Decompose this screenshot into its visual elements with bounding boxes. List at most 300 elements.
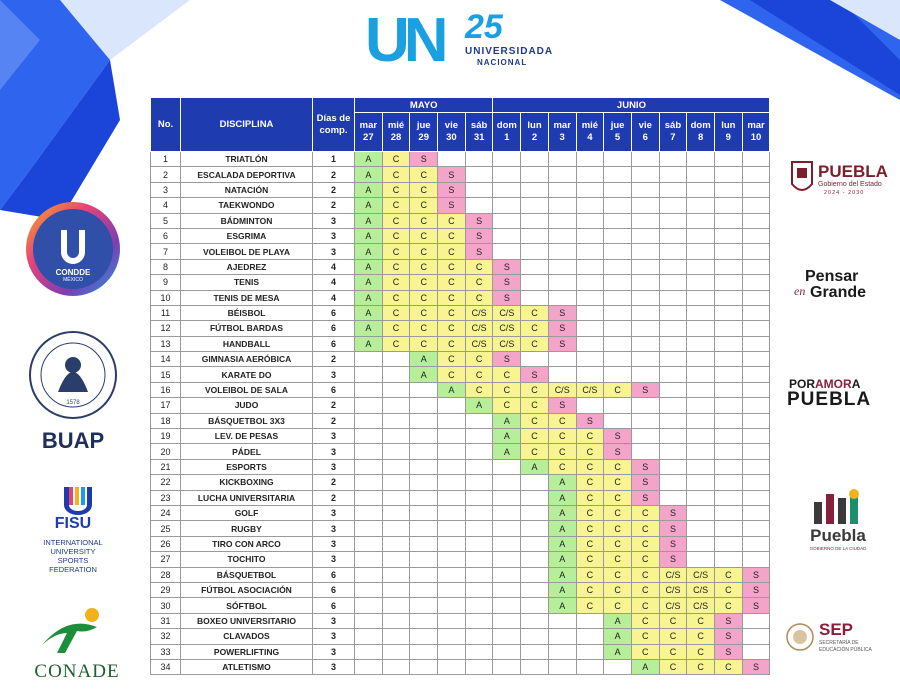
schedule-cell: C <box>438 275 466 290</box>
row-number: 27 <box>151 552 181 567</box>
schedule-cell <box>382 398 410 413</box>
schedule-cell <box>493 629 521 644</box>
day-number: 5 <box>614 132 621 143</box>
row-number: 19 <box>151 429 181 444</box>
fisu-line-2: UNIVERSITY <box>50 547 96 556</box>
schedule-cell <box>382 352 410 367</box>
header-day <box>687 113 715 152</box>
row-number: 15 <box>151 367 181 382</box>
schedule-cell: A <box>604 629 632 644</box>
schedule-cell: C <box>631 567 659 582</box>
schedule-cell <box>438 444 466 459</box>
schedule-cell <box>604 213 632 228</box>
schedule-cell <box>742 413 770 428</box>
schedule-cell <box>576 321 604 336</box>
schedule-cell <box>355 382 383 397</box>
schedule-cell <box>742 398 770 413</box>
schedule-cell <box>355 459 383 474</box>
schedule-cell <box>576 198 604 213</box>
sep-logo <box>785 620 890 660</box>
table-row <box>151 582 770 597</box>
schedule-cell: C <box>493 398 521 413</box>
schedule-cell <box>742 213 770 228</box>
day-number: 28 <box>390 132 402 143</box>
schedule-cell <box>604 413 632 428</box>
schedule-cell: A <box>355 167 383 182</box>
schedule-cell <box>410 490 438 505</box>
day-number: 2 <box>531 132 538 143</box>
row-disciplina: AJEDREZ <box>181 259 313 274</box>
schedule-cell <box>465 552 493 567</box>
schedule-cell: C <box>576 582 604 597</box>
schedule-cell <box>493 505 521 520</box>
schedule-cell <box>576 644 604 659</box>
logo-number: 25 <box>465 8 503 46</box>
schedule-cell: C <box>465 367 493 382</box>
schedule-cell: C <box>438 259 466 274</box>
schedule-cell <box>742 290 770 305</box>
schedule-cell <box>576 228 604 243</box>
day-name: mar <box>359 120 378 131</box>
schedule-cell <box>493 459 521 474</box>
header-day <box>438 113 466 152</box>
row-disciplina: TAEKWONDO <box>181 198 313 213</box>
schedule-cell <box>742 228 770 243</box>
header-day <box>604 113 632 152</box>
schedule-cell <box>521 598 549 613</box>
schedule-cell <box>687 198 715 213</box>
schedule-cell: C <box>382 167 410 182</box>
day-name: lun <box>721 120 736 131</box>
schedule-cell <box>548 613 576 628</box>
header-row-months <box>151 98 770 113</box>
table-row <box>151 275 770 290</box>
pensar-line-2: Grande <box>810 284 867 301</box>
schedule-cell <box>742 305 770 320</box>
schedule-cell: A <box>631 659 659 674</box>
table-row <box>151 505 770 520</box>
row-disciplina: LUCHA UNIVERSITARIA <box>181 490 313 505</box>
schedule-cell: C <box>631 521 659 536</box>
schedule-cell <box>382 582 410 597</box>
schedule-cell <box>548 213 576 228</box>
row-disciplina: GOLF <box>181 505 313 520</box>
schedule-cell <box>355 505 383 520</box>
conade-logo <box>22 605 132 690</box>
day-name: mar <box>553 120 571 131</box>
conade-label: CONADE <box>34 661 120 682</box>
header-day <box>382 113 410 152</box>
schedule-cell <box>659 228 687 243</box>
schedule-cell <box>659 459 687 474</box>
schedule-cell <box>548 367 576 382</box>
schedule-cell <box>382 613 410 628</box>
schedule-cell <box>465 629 493 644</box>
schedule-cell: C <box>576 444 604 459</box>
table-row <box>151 198 770 213</box>
schedule-cell: A <box>548 475 576 490</box>
schedule-cell <box>382 629 410 644</box>
schedule-cell <box>521 152 549 167</box>
table-row <box>151 613 770 628</box>
schedule-cell <box>714 198 742 213</box>
schedule-cell: A <box>410 367 438 382</box>
schedule-cell <box>631 321 659 336</box>
schedule-cell <box>576 659 604 674</box>
row-disciplina: TENIS <box>181 275 313 290</box>
row-number: 11 <box>151 305 181 320</box>
schedule-cell <box>493 490 521 505</box>
schedule-cell <box>714 505 742 520</box>
schedule-cell: A <box>604 644 632 659</box>
schedule-cell <box>742 336 770 351</box>
fisu-line-3: SPORTS <box>57 556 89 565</box>
schedule-cell: S <box>465 244 493 259</box>
row-dias: 6 <box>313 582 355 597</box>
schedule-cell <box>687 505 715 520</box>
schedule-cell: A <box>548 552 576 567</box>
schedule-cell: S <box>604 429 632 444</box>
schedule-cell <box>742 613 770 628</box>
schedule-cell: C <box>714 659 742 674</box>
schedule-cell <box>355 521 383 536</box>
schedule-cell: S <box>438 167 466 182</box>
schedule-cell: C/S <box>659 598 687 613</box>
row-dias: 3 <box>313 505 355 520</box>
row-number: 23 <box>151 490 181 505</box>
schedule-cell <box>687 228 715 243</box>
row-disciplina: ESCALADA DEPORTIVA <box>181 167 313 182</box>
row-dias: 3 <box>313 552 355 567</box>
table-row <box>151 367 770 382</box>
buap-seal-year: 1578 <box>66 400 80 406</box>
row-disciplina: BÁSQUETBOL <box>181 567 313 582</box>
schedule-cell <box>687 244 715 259</box>
schedule-cell <box>382 413 410 428</box>
schedule-cell: A <box>355 321 383 336</box>
row-disciplina: JUDO <box>181 398 313 413</box>
schedule-cell: C <box>438 336 466 351</box>
header-day <box>355 113 383 152</box>
schedule-cell <box>576 259 604 274</box>
schedule-cell: C <box>521 413 549 428</box>
schedule-cell <box>438 536 466 551</box>
schedule-cell: C <box>382 213 410 228</box>
row-disciplina: RUGBY <box>181 521 313 536</box>
schedule-cell <box>521 275 549 290</box>
schedule-cell <box>659 321 687 336</box>
schedule-cell <box>521 198 549 213</box>
row-number: 20 <box>151 444 181 459</box>
schedule-cell: S <box>742 598 770 613</box>
table-row <box>151 336 770 351</box>
schedule-cell <box>493 152 521 167</box>
schedule-cell: C <box>382 152 410 167</box>
schedule-cell <box>687 552 715 567</box>
schedule-cell <box>687 490 715 505</box>
fisu-emblem-icon <box>38 485 118 515</box>
a-text: A <box>851 377 861 391</box>
schedule-cell: A <box>355 152 383 167</box>
schedule-cell: S <box>631 382 659 397</box>
schedule-cell <box>631 336 659 351</box>
schedule-cell <box>521 536 549 551</box>
schedule-cell: C <box>410 259 438 274</box>
puebla-state-logo <box>790 160 890 205</box>
schedule-cell: C <box>576 552 604 567</box>
schedule-cell <box>521 567 549 582</box>
schedule-cell: C <box>410 167 438 182</box>
row-disciplina: NATACIÓN <box>181 182 313 197</box>
table-row <box>151 244 770 259</box>
schedule-cell: A <box>438 382 466 397</box>
schedule-cell <box>382 459 410 474</box>
schedule-cell: S <box>631 490 659 505</box>
day-name: vie <box>444 120 459 131</box>
schedule-cell <box>521 644 549 659</box>
table-row <box>151 321 770 336</box>
schedule-cell <box>355 582 383 597</box>
schedule-cell <box>355 613 383 628</box>
schedule-cell <box>631 367 659 382</box>
schedule-cell <box>410 567 438 582</box>
schedule-cell <box>438 505 466 520</box>
schedule-cell: A <box>355 305 383 320</box>
schedule-cell <box>493 644 521 659</box>
schedule-cell <box>438 429 466 444</box>
row-disciplina: BOXEO UNIVERSITARIO <box>181 613 313 628</box>
day-name: lun <box>527 120 542 131</box>
schedule-cell <box>465 505 493 520</box>
table-row <box>151 567 770 582</box>
schedule-cell: C/S <box>465 336 493 351</box>
schedule-cell <box>714 352 742 367</box>
schedule-cell <box>714 275 742 290</box>
schedule-cell <box>604 367 632 382</box>
row-dias: 2 <box>313 352 355 367</box>
schedule-cell <box>687 382 715 397</box>
schedule-cell <box>521 659 549 674</box>
puebla-city-logo <box>798 488 878 558</box>
row-disciplina: TRIATLÓN <box>181 152 313 167</box>
schedule-cell <box>382 567 410 582</box>
row-number: 8 <box>151 259 181 274</box>
row-dias: 2 <box>313 475 355 490</box>
schedule-cell <box>355 398 383 413</box>
schedule-cell <box>576 629 604 644</box>
schedule-cell <box>604 152 632 167</box>
schedule-cell: C <box>410 228 438 243</box>
row-disciplina: TENIS DE MESA <box>181 290 313 305</box>
schedule-cell: C <box>714 567 742 582</box>
sep-title: SEP <box>819 620 854 639</box>
amor-text: AMOR <box>815 377 852 391</box>
schedule-cell: C <box>410 275 438 290</box>
schedule-cell: C <box>659 613 687 628</box>
schedule-cell: A <box>493 429 521 444</box>
schedule-cell: C <box>465 259 493 274</box>
schedule-cell <box>687 275 715 290</box>
header-no: No. <box>151 98 181 152</box>
schedule-cell <box>659 275 687 290</box>
schedule-cell <box>714 213 742 228</box>
schedule-cell <box>548 275 576 290</box>
schedule-cell: C <box>521 429 549 444</box>
row-dias: 4 <box>313 290 355 305</box>
schedule-cell <box>410 382 438 397</box>
row-number: 5 <box>151 213 181 228</box>
schedule-cell <box>659 290 687 305</box>
schedule-cell: S <box>493 259 521 274</box>
schedule-cell: C <box>410 290 438 305</box>
schedule-cell: C <box>438 290 466 305</box>
schedule-cell <box>355 629 383 644</box>
schedule-cell: S <box>493 352 521 367</box>
puebla-city-emblem-icon <box>808 488 868 526</box>
schedule-cell <box>493 521 521 536</box>
competition-schedule-table <box>150 97 770 675</box>
row-dias: 4 <box>313 275 355 290</box>
schedule-cell: C/S <box>687 598 715 613</box>
schedule-cell <box>382 598 410 613</box>
schedule-cell <box>410 505 438 520</box>
schedule-cell: C <box>410 305 438 320</box>
row-disciplina: TIRO CON ARCO <box>181 536 313 551</box>
schedule-cell: C <box>576 429 604 444</box>
schedule-cell <box>631 244 659 259</box>
schedule-cell <box>493 567 521 582</box>
header-day <box>659 113 687 152</box>
schedule-cell <box>521 228 549 243</box>
schedule-cell: S <box>742 582 770 597</box>
schedule-cell: C <box>604 475 632 490</box>
schedule-cell <box>687 152 715 167</box>
schedule-cell: A <box>548 490 576 505</box>
day-number: 8 <box>697 132 704 143</box>
table-row <box>151 444 770 459</box>
row-disciplina: BÉISBOL <box>181 305 313 320</box>
schedule-cell <box>548 259 576 274</box>
row-number: 21 <box>151 459 181 474</box>
schedule-cell: S <box>659 552 687 567</box>
schedule-cell: C <box>604 505 632 520</box>
schedule-cell: S <box>659 505 687 520</box>
header-day <box>631 113 659 152</box>
schedule-cell <box>521 167 549 182</box>
row-dias: 1 <box>313 152 355 167</box>
row-disciplina: HANDBALL <box>181 336 313 351</box>
row-number: 14 <box>151 352 181 367</box>
schedule-cell: C <box>521 305 549 320</box>
schedule-cell: S <box>548 305 576 320</box>
schedule-cell: S <box>493 275 521 290</box>
schedule-cell <box>410 644 438 659</box>
schedule-cell <box>631 167 659 182</box>
schedule-cell <box>465 413 493 428</box>
schedule-cell <box>714 552 742 567</box>
schedule-cell: C <box>410 198 438 213</box>
row-disciplina: GIMNASIA AERÓBICA <box>181 352 313 367</box>
schedule-cell <box>410 521 438 536</box>
schedule-cell <box>659 182 687 197</box>
table-row <box>151 644 770 659</box>
schedule-cell <box>742 475 770 490</box>
schedule-cell: C/S <box>493 321 521 336</box>
schedule-cell: C <box>659 659 687 674</box>
schedule-cell <box>631 275 659 290</box>
schedule-cell: C <box>576 505 604 520</box>
schedule-cell: C <box>548 429 576 444</box>
schedule-cell: C <box>714 582 742 597</box>
schedule-cell <box>355 536 383 551</box>
schedule-cell: C <box>410 213 438 228</box>
schedule-cell <box>631 213 659 228</box>
schedule-cell: C <box>576 490 604 505</box>
schedule-cell <box>493 659 521 674</box>
schedule-cell: C/S <box>465 305 493 320</box>
schedule-cell <box>410 536 438 551</box>
fisu-label: FISU <box>54 515 92 532</box>
table-row <box>151 213 770 228</box>
schedule-cell <box>659 213 687 228</box>
day-number: 10 <box>750 132 762 143</box>
schedule-cell: C/S <box>493 305 521 320</box>
schedule-cell <box>382 552 410 567</box>
schedule-cell <box>548 629 576 644</box>
schedule-cell <box>355 413 383 428</box>
schedule-cell: C <box>659 629 687 644</box>
row-number: 1 <box>151 152 181 167</box>
schedule-cell <box>438 659 466 674</box>
schedule-cell <box>659 398 687 413</box>
schedule-cell: S <box>714 613 742 628</box>
schedule-cell <box>742 152 770 167</box>
schedule-cell <box>576 367 604 382</box>
schedule-cell: C <box>576 567 604 582</box>
schedule-cell <box>493 198 521 213</box>
schedule-cell <box>631 198 659 213</box>
schedule-cell <box>687 167 715 182</box>
schedule-cell: C <box>604 382 632 397</box>
puebla-shield-icon <box>790 160 814 198</box>
schedule-cell: A <box>493 444 521 459</box>
schedule-cell <box>604 167 632 182</box>
schedule-cell <box>604 659 632 674</box>
table-row <box>151 459 770 474</box>
schedule-cell <box>631 228 659 243</box>
schedule-cell <box>631 429 659 444</box>
schedule-cell <box>438 598 466 613</box>
schedule-cell: C <box>438 305 466 320</box>
pensar-en: en <box>794 284 806 298</box>
schedule-cell <box>493 228 521 243</box>
header-day <box>493 113 521 152</box>
schedule-cell: A <box>355 198 383 213</box>
schedule-cell <box>576 290 604 305</box>
schedule-cell <box>355 352 383 367</box>
schedule-cell <box>465 644 493 659</box>
schedule-cell: A <box>521 459 549 474</box>
schedule-cell <box>438 521 466 536</box>
schedule-cell <box>604 198 632 213</box>
row-dias: 6 <box>313 598 355 613</box>
row-dias: 3 <box>313 536 355 551</box>
schedule-cell: C <box>576 521 604 536</box>
schedule-cell <box>742 444 770 459</box>
schedule-cell: C/S <box>576 382 604 397</box>
schedule-cell <box>438 459 466 474</box>
schedule-cell: S <box>714 644 742 659</box>
